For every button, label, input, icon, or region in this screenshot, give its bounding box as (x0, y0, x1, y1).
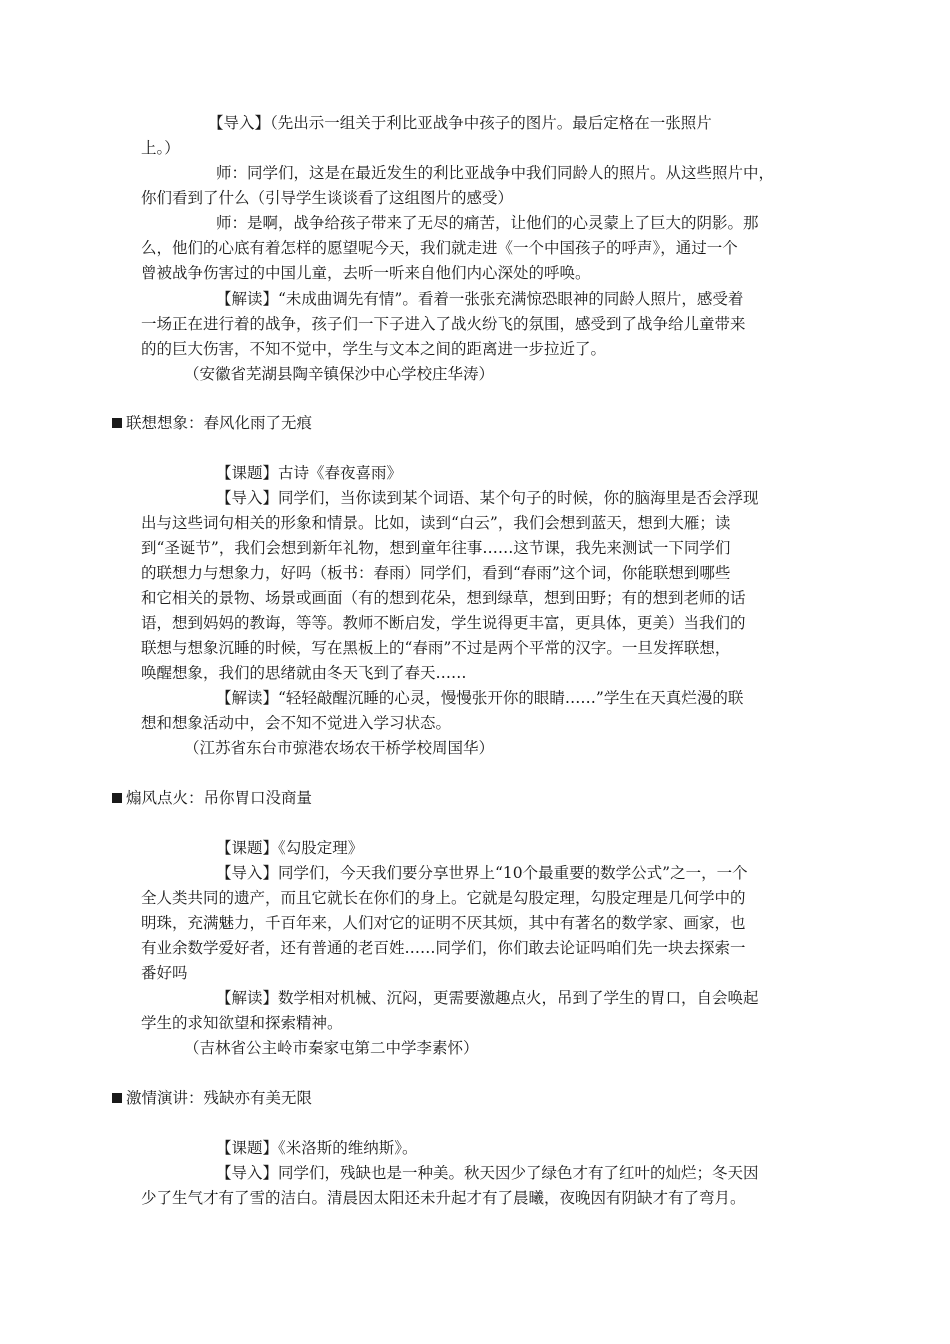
section-heading (112, 412, 312, 434)
intro-paragraph-line: 【导入】同学们，今天我们要分享世界上“10个最重要的数学公式”之一，一个 (216, 864, 748, 882)
intro-paragraph-line: 联想与想象沉睡的时候，写在黑板上的“春雨”不过是两个平常的汉字。一旦发挥联想， (141, 639, 731, 657)
teacher-paragraph-line: 曾被战争伤害过的中国儿童，去听一听来自他们内心深处的呼唤。 (141, 264, 591, 282)
section-heading (112, 787, 312, 809)
section-heading (112, 1087, 312, 1109)
commentary-paragraph-line: 【解读】“未成曲调先有情”。看着一张张充满惊恐眼神的同龄人照片，感受着 (216, 290, 744, 308)
intro-paragraph-line: 明珠，充满魅力，千百年来，人们对它的证明不厌其烦，其中有著名的数学家、画家，也 (141, 914, 746, 932)
commentary-paragraph-line: 学生的求知欲望和探索精神。 (141, 1014, 343, 1032)
teacher-paragraph-line: 师：是啊，战争给孩子带来了无尽的痛苦，让他们的心灵蒙上了巨大的阴影。那 (216, 214, 759, 232)
intro-paragraph-line: 【导入】同学们，当你读到某个词语、某个句子的时候，你的脑海里是否会浮现 (216, 489, 759, 507)
intro-paragraph-line: 到“圣诞节”，我们会想到新年礼物，想到童年往事……这节课，我先来测试一下同学们 (141, 539, 731, 557)
intro-paragraph-line: 的联想力与想象力，好吗（板书：春雨）同学们，看到“春雨”这个词，你能联想到哪些 (141, 564, 731, 582)
intro-paragraph-line: 语，想到妈妈的教诲，等等。教师不断启发，学生说得更丰富，更具体，更美）当我们的 (141, 614, 746, 632)
intro-paragraph-line: 上。） (141, 139, 180, 157)
intro-paragraph-line: 【导入】（先出示一组关于利比亚战争中孩子的图片。最后定格在一张照片 (208, 114, 712, 132)
commentary-paragraph-line: 想和想象活动中，会不知不觉进入学习状态。 (141, 714, 452, 732)
section-heading-text: 煽风点火：吊你胃口没商量 (126, 789, 313, 807)
commentary-paragraph-line: 一场正在进行着的战争，孩子们一下子进入了战火纷飞的氛围，感受到了战争给儿童带来 (141, 315, 746, 333)
square-bullet-icon (112, 418, 122, 428)
author-credit: （安徽省芜湖县陶辛镇保沙中心学校庄华涛） (184, 365, 495, 383)
author-credit: （江苏省东台市弶港农场农干桥学校周国华） (184, 739, 495, 757)
intro-paragraph-line: 番好吗 (141, 964, 188, 982)
square-bullet-icon (112, 1093, 122, 1103)
commentary-paragraph-line: 【解读】数学相对机械、沉闷，更需要激趣点火，吊到了学生的胃口，自会唤起 (216, 989, 759, 1007)
square-bullet-icon (112, 793, 122, 803)
intro-paragraph-line: 有业余数学爱好者，还有普通的老百姓……同学们，你们敢去论证吗咱们先一块去探索一 (141, 939, 746, 957)
section-heading-text: 激情演讲：残缺亦有美无限 (126, 1089, 313, 1107)
topic-line: 【课题】《勾股定理》 (216, 839, 364, 857)
teacher-paragraph-line: 你们看到了什么（引导学生谈谈看了这组图片的感受） (141, 189, 514, 207)
teacher-paragraph-line: 师：同学们，这是在最近发生的利比亚战争中我们同龄人的照片。从这些照片中， (216, 164, 775, 182)
intro-paragraph-line: 全人类共同的遗产，而且它就长在你们的身上。它就是勾股定理，勾股定理是几何学中的 (141, 889, 746, 907)
section-heading-text: 联想想象：春风化雨了无痕 (126, 414, 313, 432)
commentary-paragraph-line: 的的巨大伤害，不知不觉中，学生与文本之间的距离进一步拉近了。 (141, 340, 607, 358)
intro-paragraph-line: 唤醒想象，我们的思绪就由冬天飞到了春天…… (141, 664, 467, 682)
author-credit: （吉林省公主岭市秦家屯第二中学李素怀） (184, 1039, 479, 1057)
intro-paragraph-line: 【导入】同学们，残缺也是一种美。秋天因少了绿色才有了红叶的灿烂；冬天因 (216, 1164, 759, 1182)
intro-paragraph-line: 出与这些词句相关的形象和情景。比如，读到“白云”，我们会想到蓝天，想到大雁；读 (141, 514, 731, 532)
intro-paragraph-line: 少了生气才有了雪的洁白。清晨因太阳还未升起才有了晨曦，夜晚因有阴缺才有了弯月。 (141, 1189, 746, 1207)
topic-line: 【课题】《米洛斯的维纳斯》。 (216, 1139, 418, 1157)
teacher-paragraph-line: 么，他们的心底有着怎样的愿望呢今天，我们就走进《一个中国孩子的呼声》，通过一个 (141, 239, 738, 257)
intro-paragraph-line: 和它相关的景物、场景或画面（有的想到花朵，想到绿草，想到田野；有的想到老师的话 (141, 589, 746, 607)
commentary-paragraph-line: 【解读】“轻轻敲醒沉睡的心灵，慢慢张开你的眼睛……”学生在天真烂漫的联 (216, 689, 744, 707)
topic-line: 【课题】古诗《春夜喜雨》 (216, 464, 403, 482)
